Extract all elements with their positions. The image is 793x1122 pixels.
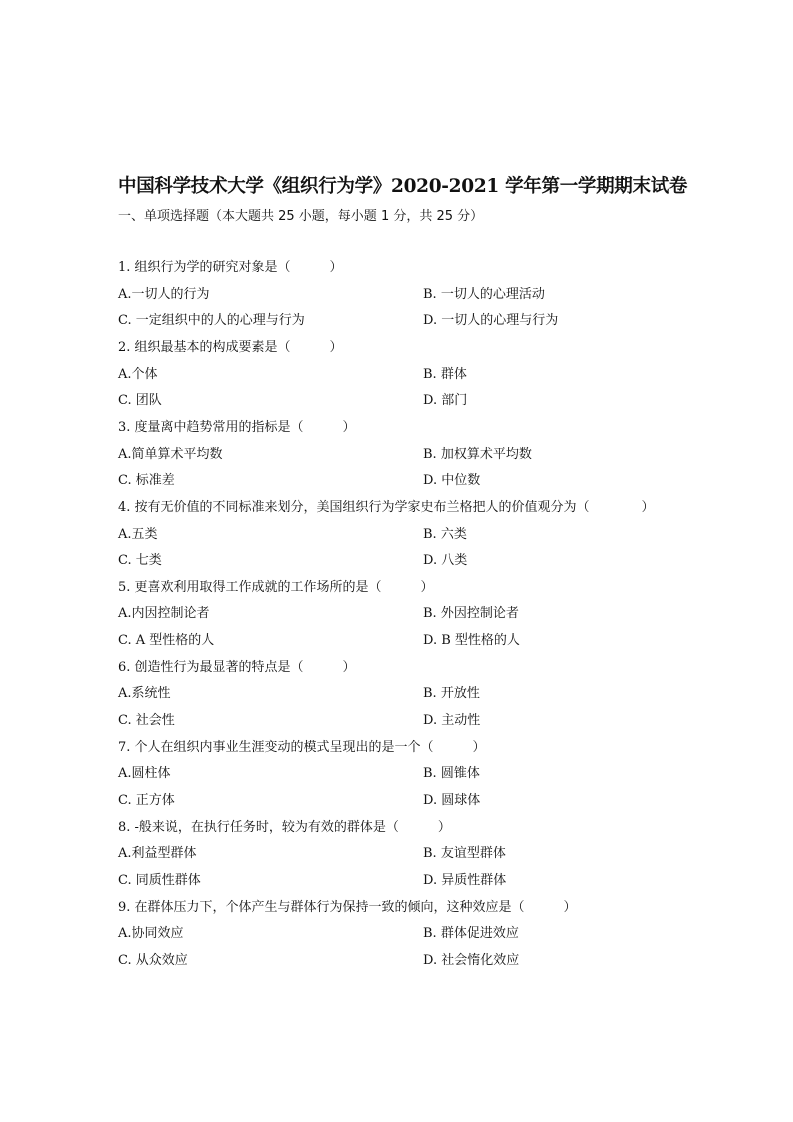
question-stem: 1. 组织行为学的研究对象是（ ）	[118, 260, 343, 275]
option-c: C. 正方体	[118, 793, 175, 808]
option-b: B. 一切人的心理活动	[423, 286, 545, 302]
option-c: C. A 型性格的人	[118, 633, 215, 649]
option-c: C. 七类	[118, 553, 162, 569]
option-b: B. 群体促进效应	[423, 926, 519, 942]
option-a: A.简单算术平均数	[118, 446, 223, 462]
question-stem: 4. 按有无价值的不同标准来划分，美国组织行为学家史布兰格把人的价值观分为（ ）	[118, 499, 655, 515]
option-d: D. 异质性群体	[423, 872, 507, 888]
option-a: A.内因控制论者	[118, 606, 210, 622]
question-stem: 3. 度量离中趋势常用的指标是（ ）	[118, 419, 356, 435]
question-stem: 7. 个人在组织内事业生涯变动的模式呈现出的是一个（ ）	[118, 739, 486, 755]
option-b: B. 六类	[423, 526, 467, 542]
option-a: A.五类	[118, 526, 158, 542]
option-a: A.协同效应	[118, 926, 184, 942]
question-stem: 6. 创造性行为最显著的特点是（ ）	[118, 659, 356, 675]
option-c: C. 同质性群体	[118, 872, 201, 888]
question-stem: 9. 在群体压力下，个体产生与群体行为保持一致的倾向，这种效应是（ ）	[118, 899, 577, 915]
option-d: D. 中位数	[423, 473, 481, 489]
exam-title: 中国科学技术大学《组织行为学》2020-2021 学年第一学期期末试卷	[118, 176, 688, 197]
option-a: A.一切人的行为	[118, 286, 210, 302]
option-b: B. 加权算术平均数	[423, 446, 532, 462]
option-b: B. 群体	[423, 366, 467, 382]
option-d: D. B 型性格的人	[423, 633, 520, 649]
question-stem: 2. 组织最基本的构成要素是（ ）	[118, 339, 343, 355]
option-a: A.圆柱体	[118, 766, 171, 782]
question-stem: 8. -般来说，在执行任务时，较为有效的群体是（ ）	[118, 819, 451, 835]
option-d: D. 部门	[423, 393, 468, 409]
option-d: D. 八类	[423, 553, 468, 569]
option-b: B. 圆锥体	[423, 766, 480, 782]
option-c: C. 社会性	[118, 713, 175, 729]
option-d: D. 主动性	[423, 713, 481, 729]
question-stem: 5. 更喜欢利用取得工作成就的工作场所的是（ ）	[118, 579, 434, 595]
option-d: D. 圆球体	[423, 793, 481, 808]
option-c: C. 标准差	[118, 473, 175, 489]
option-b: B. 外因控制论者	[423, 606, 519, 622]
option-a: A.利益型群体	[118, 846, 197, 862]
option-b: B. 开放性	[423, 686, 480, 702]
option-d: D. 一切人的心理与行为	[423, 313, 559, 329]
option-d: D. 社会惰化效应	[423, 952, 520, 968]
option-c: C. 一定组织中的人的心理与行为	[118, 313, 305, 329]
option-a: A.个体	[118, 366, 158, 382]
section-heading: 一、单项选择题（本大题共 25 小题，每小题 1 分，共 25 分）	[118, 209, 484, 224]
option-b: B. 友谊型群体	[423, 846, 506, 862]
option-c: C. 团队	[118, 393, 162, 409]
option-c: C. 从众效应	[118, 952, 188, 968]
option-a: A.系统性	[118, 686, 171, 702]
